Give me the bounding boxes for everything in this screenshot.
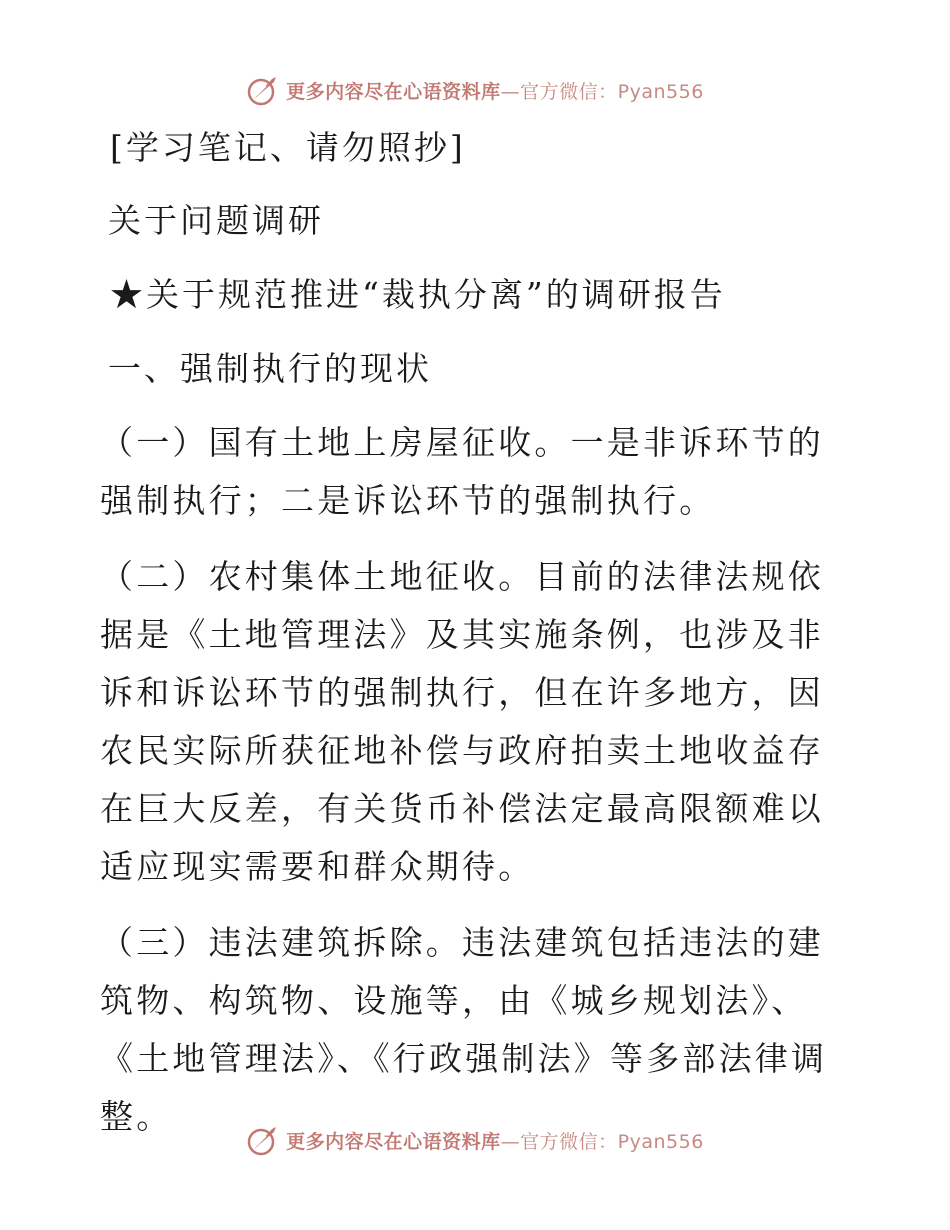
watermark-group xyxy=(246,1123,704,1157)
watermark-sub: 官方微信：Pyan556 xyxy=(520,1130,704,1153)
watermark-separator: — xyxy=(500,1130,521,1153)
paragraph-3: （三）违法建筑拆除。违法建筑包括违法的建筑物、构筑物、设施等，由《城乡规划法》、《土地管理法》、《行政强制法》等多部法律调整。 xyxy=(100,923,828,1136)
report-title: ★关于规范推进“裁执分离”的调研报告 xyxy=(110,275,726,314)
paragraph-2: （二）农村集体土地征收。目前的法律法规依据是《土地管理法》及其实施条例，也涉及非诉和诉讼环节的强制执行，但在许多地方，因农民实际所获征地补偿与政府拍卖土地收益存在巨大反差，有关货币补偿法定最高限额难以适应现实需要和群众期待。 xyxy=(100,557,824,886)
watermark-main: 更多内容尽在心语资料库 xyxy=(286,80,501,103)
quill-logo-icon xyxy=(246,1123,280,1157)
paragraph-1: （一）国有土地上房屋征收。一是非诉环节的强制执行；二是诉讼环节的强制执行。 xyxy=(100,423,824,520)
category-heading: 关于问题调研 xyxy=(108,201,324,240)
watermark-sub: 官方微信：Pyan556 xyxy=(520,80,704,103)
watermark-text xyxy=(286,77,704,104)
watermark-main: 更多内容尽在心语资料库 xyxy=(286,1130,501,1153)
study-note: [学习笔记、请勿照抄] xyxy=(110,128,466,167)
watermark-separator: — xyxy=(500,80,521,103)
footer-watermark xyxy=(0,1120,950,1160)
header-watermark xyxy=(0,70,950,110)
watermark-text xyxy=(286,1127,704,1154)
section-heading: 一、强制执行的现状 xyxy=(108,349,432,388)
quill-logo-icon xyxy=(246,73,280,107)
watermark-group xyxy=(246,73,704,107)
